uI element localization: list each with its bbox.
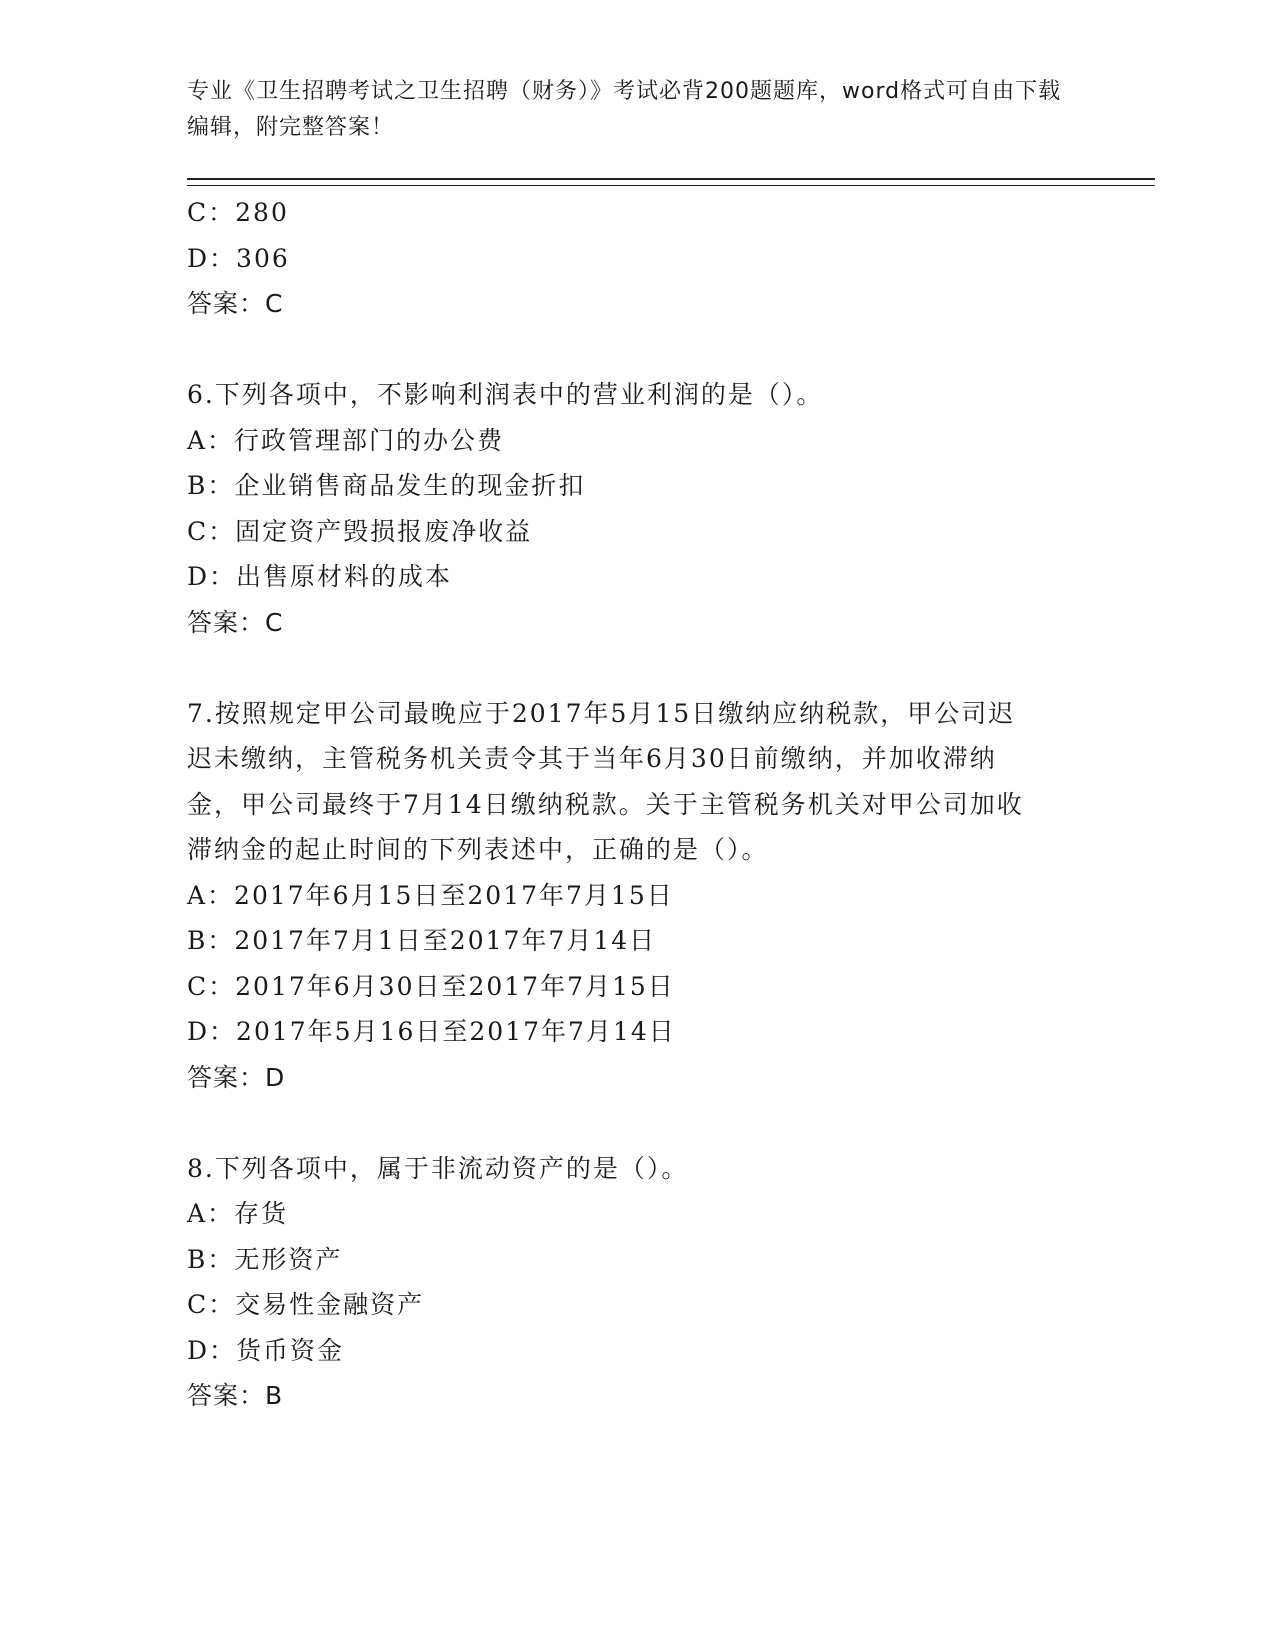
question-list — [187, 190, 1087, 1419]
option-d: D：2017年5月16日至2017年7月14日 — [187, 1017, 676, 1046]
spacer — [187, 646, 1087, 691]
answer-line: 答案：C — [187, 289, 284, 318]
option-d: D：出售原材料的成本 — [187, 562, 453, 591]
header-divider — [187, 178, 1155, 186]
option-b: B：无形资产 — [187, 1244, 343, 1274]
option-c: C：固定资产毁损报废净收益 — [187, 516, 533, 546]
option-a: A：2017年6月15日至2017年7月15日 — [187, 880, 674, 910]
option-c: C：2017年6月30日至2017年7月15日 — [187, 971, 675, 1001]
question-stem: 6.下列各项中，不影响利润表中的营业利润的是（）。 — [187, 380, 824, 409]
question-stem: 7.按照规定甲公司最晚应于2017年5月15日缴纳应纳税款，甲公司迟迟未缴纳，主管税务机关责令其于当年6月30日前缴纳，并加收滞纳金，甲公司最终于7月14日缴纳税款。关于主管税务机关对甲公司加收滞纳金的起止时间的下列表述中，正确的是（）。 — [187, 698, 1024, 864]
option-c: C：交易性金融资产 — [187, 1290, 425, 1319]
option-c: C：280 — [187, 198, 289, 227]
option-a: A：行政管理部门的办公费 — [187, 425, 505, 455]
option-d: D：货币资金 — [187, 1335, 345, 1365]
option-a: A：存货 — [187, 1199, 289, 1228]
question-6 — [187, 372, 1087, 646]
option-b: B：企业销售商品发生的现金折扣 — [187, 471, 586, 500]
answer-line: 答案：C — [187, 607, 284, 637]
document-header: 专业《卫生招聘考试之卫生招聘（财务）》考试必背200题题库，word格式可自由下载编辑，附完整答案！ — [187, 79, 1062, 140]
option-b: B：2017年7月1日至2017年7月14日 — [187, 926, 657, 955]
question-7 — [187, 691, 1087, 1101]
spacer — [187, 1101, 1087, 1146]
question-8 — [187, 1146, 1087, 1420]
answer-line: 答案：D — [187, 1062, 286, 1092]
spacer — [187, 327, 1087, 372]
answer-line: 答案：B — [187, 1381, 284, 1410]
question-stem: 8.下列各项中，属于非流动资产的是（）。 — [187, 1153, 689, 1183]
option-d: D：306 — [187, 243, 290, 273]
